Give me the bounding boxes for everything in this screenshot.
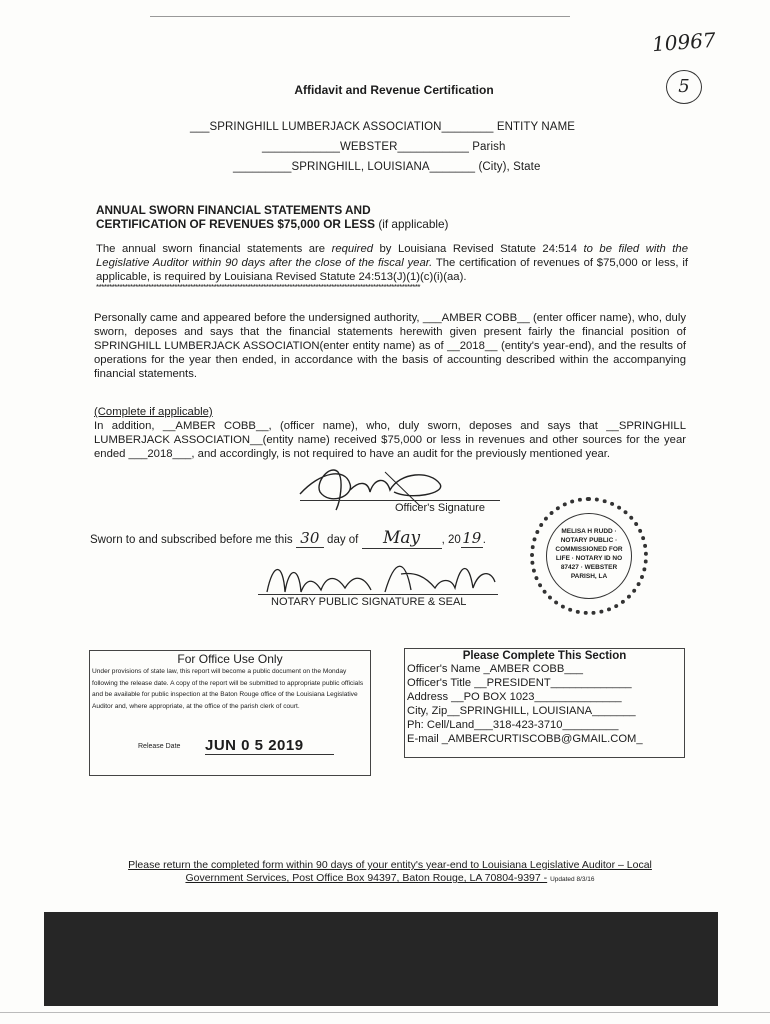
- form-title: Affidavit and Revenue Certification: [294, 83, 494, 97]
- footer-note: [110, 859, 670, 886]
- scan-bottom-edge: [0, 1012, 770, 1013]
- entity-name-label: ENTITY NAME: [496, 121, 576, 133]
- section-heading: [96, 203, 448, 231]
- officer-phone-line: Ph: Cell/Land___318-423-3710_________: [407, 719, 619, 731]
- entity-name-value: ___SPRINGHILL LUMBERJACK ASSOCIATION________: [190, 121, 494, 133]
- handwritten-doc-number: 10967: [651, 27, 717, 57]
- officer-name-line: Officer's Name _AMBER COBB___: [407, 663, 584, 675]
- officer-email-line: E-mail _AMBERCURTISCOBB@GMAIL.COM_: [407, 733, 643, 745]
- notary-signature-scribble: [255, 552, 505, 600]
- handwritten-page-number: 5: [678, 76, 690, 97]
- parish-value: ____________WEBSTER___________: [262, 141, 469, 153]
- officer-city-zip-line: City, Zip__SPRINGHILL, LOUISIANA_______: [407, 705, 636, 717]
- officer-title-line: Officer's Title __PRESIDENT_____________: [407, 677, 632, 689]
- city-row: [233, 161, 540, 173]
- release-date-stamp: JUN 0 5 2019: [205, 737, 334, 755]
- intro-paragraph: [96, 242, 688, 284]
- sworn-line: Sworn to and subscribed before me this 30 day of May , 2019.: [90, 528, 486, 548]
- footer-text: Please return the completed form within 90 days of your entity's year-end to Louisiana Legislative Auditor – Local Government Services, Post Office Box 94397, Baton Rouge, LA 70804-9397 -: [128, 859, 652, 884]
- officer-signature-line: [300, 500, 500, 501]
- complete-text: In addition, __AMBER COBB__, (officer name), who, duly sworn, deposes and says that __SPRINGHILL LUMBERJACK ASSOCIATION__(entity name) received $75,000 or less in revenues and other sources for the year ended ___2018___, and accordingly, is not required to have an audit for the previously mentioned year.: [94, 420, 686, 460]
- officer-section-box: [404, 648, 685, 758]
- notary-label: NOTARY PUBLIC SIGNATURE & SEAL: [271, 596, 467, 608]
- release-date-label: Release Date: [138, 743, 181, 750]
- scan-edge-line: [150, 16, 570, 17]
- intro-text-1: The annual sworn financial statements are: [96, 243, 332, 255]
- intro-italic: to be filed with the Legislative Auditor within 90 days after the close of the fiscal year.: [96, 243, 688, 269]
- office-use-title: For Office Use Only: [177, 652, 283, 666]
- city-value: _________SPRINGHILL, LOUISIANA_______: [233, 161, 476, 173]
- notary-signature-line: [258, 594, 498, 595]
- officer-section-title: Please Complete This Section: [462, 650, 627, 662]
- affidavit-paragraph: Personally came and appeared before the undersigned authority, ___AMBER COBB__ (enter officer name), who, duly sworn, deposes and says that the financial statements herewith given present fairly the financial position of SPRINGHILL LUMBERJACK ASSOCIATION(enter entity name) as of __2018__ (entity's year-end), and the results of operations for the year then ended, in accordance with the basis of accounting described within the accompanying financial statements.: [94, 312, 686, 380]
- intro-text-3: The certification of revenues of $75,000 or less, if applicable, is required by Louisiana Revised Statute 24:513(J)(1)(c)(i)(aa).: [96, 257, 688, 283]
- city-label: (City), State: [478, 161, 541, 173]
- officer-signature-label: Officer's Signature: [395, 502, 485, 514]
- complete-heading: (Complete if applicable): [94, 406, 213, 418]
- sworn-year: 19: [462, 529, 482, 547]
- footer-updated: Updated 8/3/16: [550, 876, 595, 883]
- sworn-month: May: [362, 528, 442, 549]
- notary-seal: [530, 497, 648, 615]
- complete-section: [94, 405, 686, 461]
- intro-text-2: by Louisiana Revised Statute 24:514: [373, 243, 584, 255]
- officer-address-line: Address __PO BOX 1023______________: [407, 691, 622, 703]
- sworn-day: 30: [296, 529, 324, 548]
- parish-label: Parish: [472, 141, 506, 153]
- office-use-text: Under provisions of state law, this report will become a public document on the Monday following the release date. A copy of the report will be submitted to appropriate public officials and be available for public inspection at the Baton Rouge office of the Louisiana Legislative Auditor and, where appropriate, at the office of the parish clerk of court.: [92, 668, 364, 710]
- parish-row: [262, 141, 505, 153]
- scan-dark-band: [44, 912, 718, 1006]
- section-heading-line2: CERTIFICATION OF REVENUES $75,000 OR LESS: [96, 217, 376, 231]
- sworn-day-of: day of: [327, 534, 359, 546]
- sworn-text: Sworn to and subscribed before me this: [90, 534, 293, 546]
- office-use-box: [89, 650, 371, 776]
- notary-seal-text: MELISA H RUDD · NOTARY PUBLIC · COMMISSIONED FOR LIFE · NOTARY ID NO 87427 · WEBSTER PARISH, LA: [555, 528, 623, 580]
- section-heading-line1: ANNUAL SWORN FINANCIAL STATEMENTS AND: [96, 203, 371, 217]
- intro-required: required: [331, 243, 374, 255]
- entity-name-row: [190, 121, 575, 133]
- section-heading-suffix: (if applicable): [375, 217, 449, 231]
- star-separator: ****************************************************************************************************************************: [96, 283, 421, 292]
- sworn-year-prefix: , 20: [441, 534, 461, 546]
